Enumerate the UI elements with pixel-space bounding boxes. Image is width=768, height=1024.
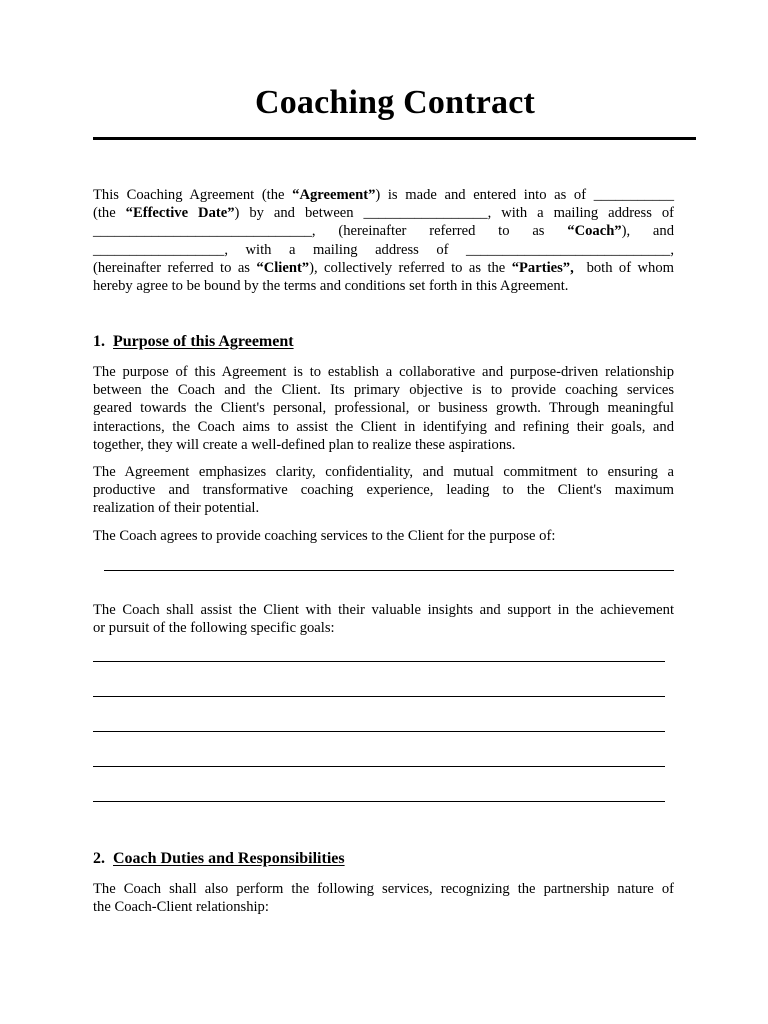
goal-blank-line-5[interactable]	[93, 801, 665, 802]
section-1-paragraph-4: The Coach shall assist the Client with their valuable insights and support in the achievement or pursuit of the following specific goals:	[93, 602, 674, 637]
section-2-paragraph-1: The Coach shall also perform the following services, recognizing the partnership nature of the Coach-Client relationship:	[93, 881, 674, 916]
section-1-paragraph-2: The Agreement emphasizes clarity, confidentiality, and mutual commitment to ensuring a productive and transformative coaching experience, leading to the Client's maximum realization of their potential.	[93, 464, 674, 517]
intro-line-4: __________________, with a mailing address of ____________________________,	[93, 241, 674, 258]
section-1-title: Purpose of this Agreement	[113, 333, 294, 350]
section-1-heading	[93, 333, 294, 351]
section-2-number: 2.	[93, 850, 105, 867]
section-1-number: 1.	[93, 333, 105, 350]
goal-blank-line-4[interactable]	[93, 766, 665, 767]
goal-blank-line-1[interactable]	[93, 661, 665, 662]
intro-line-5: (hereinafter referred to as “Client”), collectively referred to as the “Parties”, both of whom	[93, 259, 674, 276]
goal-blank-line-2[interactable]	[93, 696, 665, 697]
intro-line-2: (the “Effective Date”) by and between _________________, with a mailing address of	[93, 205, 675, 222]
intro-paragraph	[93, 186, 674, 295]
goal-blank-line-3[interactable]	[93, 731, 665, 732]
purpose-blank-line[interactable]	[104, 570, 674, 571]
page-title: Coaching Contract	[254, 84, 536, 121]
section-2-heading	[93, 850, 345, 868]
section-1-paragraph-1: The purpose of this Agreement is to establish a collaborative and purpose-driven relationship between the Coach and the Client. Its primary objective is to provide coaching services geared towards the Client's personal, professional, or business growth. Through meaningful interactions, the Coach aims to assist the Client in identifying and refining their goals, and together, they will create a well-defined plan to realize these aspirations.	[93, 364, 674, 453]
section-2-title: Coach Duties and Responsibilities	[113, 850, 345, 867]
intro-line-3: ______________________________, (hereinafter referred to as “Coach”), and	[93, 223, 674, 240]
intro-line-6: hereby agree to be bound by the terms and conditions set forth in this Agreement.	[93, 278, 569, 295]
intro-line-1: This Coaching Agreement (the “Agreement”) is made and entered into as of ___________	[93, 187, 674, 203]
title-divider	[93, 137, 696, 140]
section-1-paragraph-3: The Coach agrees to provide coaching services to the Client for the purpose of:	[93, 528, 556, 544]
